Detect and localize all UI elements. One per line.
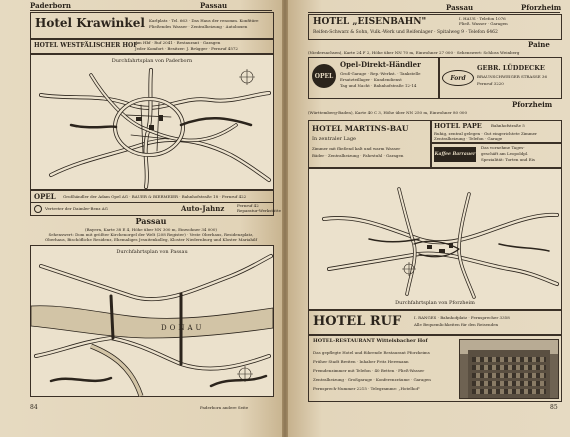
passau-line2: Sehenswert: Dom mit größter Kirchenorgel der Welt (208 Register) · Veste Oberhaus, Residenzplatz, [48,232,254,237]
martins-line1: Zimmer mit fließend kalt und warm Wasser [312,146,401,151]
paine-line: (Niedersachsen), Karte 24 F 2, Höhe über NN 70 m, Einwohner 27 000 · Sehenswert: Schloss Weinberg [308,50,520,55]
ad-hotel-krawinkel [30,12,274,40]
right-header-right: Pforzheim [521,3,562,12]
ruf-right1: I. RANGES · Bahnhofplatz · Fernsprecher 3358 [414,315,510,320]
paine-title: Paine [528,40,550,49]
passau-road-map [31,246,273,396]
passau-map-title: Durchfahrtsplan von Passau [116,249,188,255]
martins-line2: Bäder · Zentralheizung · Fahrstuhl · Garagen [312,153,404,158]
restaurant-line2: Früher Stadt Breiten · Inhaber Fritz Herrmann [313,359,409,364]
ad-hotel-eisenbahn [308,14,562,40]
pforzheim-map-title: Durchfahrtsplan von Pforzheim [395,300,475,306]
ford-logo-icon: Ford [442,70,474,86]
opel-logo-icon: OPEL [312,64,336,88]
pape-line2: Zentralheizung · Telefon · Garage [434,136,503,141]
restaurant-line4: Zentralheizung · Großgarage · Konferenzräume · Garagen [313,377,431,382]
martins-name: HOTEL MARTINS-BAU [312,124,409,133]
hotel-building-photo [459,339,559,399]
westf-line1: Am Hbf · Ruf 2041 · Restaurant · Garagen [135,40,221,45]
left-header-right: Passau [200,1,228,10]
kaffee-logo: Kaffee Barrauer [434,147,476,162]
pape-right: Bahnhofstraße 5 [491,123,525,128]
eisenbahn-name: HOTEL „EISENBAHN" [313,17,427,27]
passau-line1: (Bayern, Karte 38 E 4, Höhe über NN 300 m, Einwohner 34 000) [85,227,217,232]
ad-hotel-martins-bau [308,120,432,168]
passau-title: Passau [135,216,167,226]
pape-line1: Ruhig, zentral gelegen · Gut eingerichtete Zimmer [434,131,537,136]
paderborn-road-map [31,55,273,189]
ford-title: GEBR. LÜDDECKE [477,64,545,72]
ad-hotel-pape [430,120,562,144]
right-page [288,0,570,437]
eisenbahn-reifen-line: Reifen-Schwarz & Sohn, Vulk.-Werk und Reifenlager · Spitalweg 9 · Telefon 6462 [313,30,498,35]
ford-line2: Fernruf 3220 [477,81,504,86]
left-page-number: 84 [30,404,38,411]
benz-right2: Reparatur-Werkstätte [237,208,281,213]
ad-kaffee [430,142,562,168]
ad-ford-luedecke [438,57,562,99]
krawinkel-line1: Karlplatz · Tel. 663 · Das Haus der renomm. Konfitüre [149,18,259,23]
river-label: DONAU [161,324,205,332]
pforzheim-map [308,168,562,310]
opel-direkt-line1: Groß-Garage · Rep.-Werkst. · Tankstelle [340,71,421,76]
kaffee-line1: Das vornehme Tages- [481,145,525,150]
ad-westfaelischer-hof [30,38,274,54]
ad-hotel-ruf [308,310,562,336]
opel-direkt-title: Opel-Direkt-Händler [340,60,421,69]
krawinkel-name: Hotel Krawinkel [35,16,145,30]
ad-auto-jahnz [30,202,281,216]
opel-direkt-line2: Ersatzteillager · Kundendienst [340,77,402,82]
eisenbahn-right1: I. HAUS · Telefon 1076 [459,16,506,21]
restaurant-line3: Fremdenzimmer mit Telefon · 40 Betten · Fließ-Wasser [313,368,425,373]
krawinkel-line2: Fließendes Wasser · Zentralheizung · Autoboxen [149,24,248,29]
right-page-number: 85 [550,404,558,411]
left-header-left: Paderborn [30,1,71,10]
pforzheim-line: (Württemberg-Baden), Karte 40 C 3, Höhe über NN 250 m, Einwohner 80 000 [308,110,467,115]
opel-brand: OPEL [34,192,56,201]
passau-line3: Oberhaus, Bischöfliche Residenz, Ehemaliges Jesuitenkolleg, Kloster Niedernburg und Kloster Mariahilf [44,237,258,242]
benz-star-icon [34,205,42,213]
left-page [0,0,282,437]
benz-brand: Auto-Jahnz [181,204,225,213]
opel-line: Großhändler der Adam Opel AG · BAUER & BIERMEIER · Bahnhofstraße 18 · Fernruf 422 [63,194,247,199]
westf-line2: Jeder Komfort · Besitzer: J. Brügger · Fernruf 4572 [135,46,238,51]
ruf-name: HOTEL RUF [313,314,402,329]
ad-wittelsbacher-hof [308,334,562,402]
benz-right1: Fernruf 42 [237,203,259,208]
benz-label: Vertreter der Daimler-Benz AG [45,206,108,211]
left-footer-note: Paderborn andere Seite [200,405,249,410]
martins-line0: In zentraler Lage [312,136,356,142]
restaurant-line1: Das gepflegte Hotel und führende Restaurant Pforzheims [313,350,430,355]
eisenbahn-right2: Fließ. Wasser · Garagen [459,21,508,26]
kaffee-line2: geschäft am Leopoldpl. [481,151,529,156]
opel-direkt-line3: Tag und Nacht · Bahnhofstraße 12-14 [340,83,417,88]
left-header-rule [30,10,272,11]
pforzheim-title: Pforzheim [512,100,553,109]
ruf-right2: Alle Bequemlichkeiten für den Reisenden [414,322,499,327]
ad-opel-direkt [308,57,440,99]
westf-name: HOTEL WESTFÄLISCHER HOF [34,42,138,49]
pape-name: HOTEL PAPE [434,122,482,130]
paderborn-map [30,54,274,190]
right-header-center: Passau [446,3,474,12]
paderborn-map-title: Durchfahrtsplan von Paderborn [111,58,193,64]
restaurant-line5: Fernsprech-Nummer 2215 · Telegramme: „Hotelhof" [313,386,421,391]
ford-line1: BRAUNSCHWEIGER STRASSE 36 [477,74,548,79]
right-header-rule [308,12,560,13]
passau-map [30,245,274,397]
kaffee-line3: Spezialität: Torten und Eis [481,157,535,162]
pforzheim-road-map [309,169,561,309]
restaurant-title: HOTEL-RESTAURANT Wittelsbacher Hof [313,338,428,344]
